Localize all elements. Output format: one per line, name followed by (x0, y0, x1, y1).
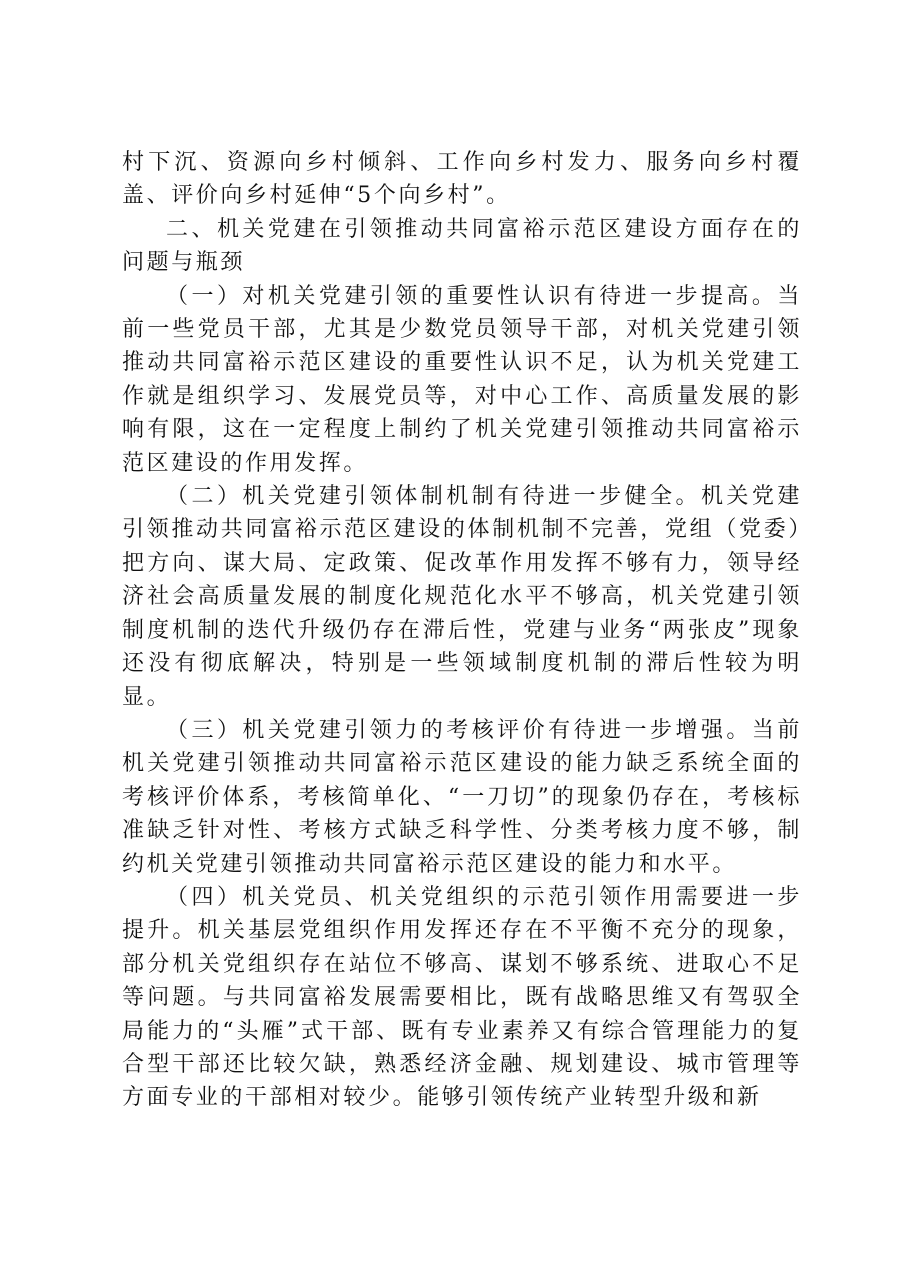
paragraph-item-3: （三）机关党建引领力的考核评价有待进一步增强。当前机关党建引领推动共同富裕示范区建设的能力缺乏系统全面的考核评价体系，考核简单化、“一刀切”的现象仍存在，考核标准缺乏针对性、考核方式缺乏科学性、分类考核力度不够，制约机关党建引领推动共同富裕示范区建设的能力和水平。 (122, 717, 802, 877)
document-body (122, 146, 802, 1115)
paragraph-item-2: （二）机关党建引领体制机制有待进一步健全。机关党建引领推动共同富裕示范区建设的体制机制不完善，党组（党委）把方向、谋大局、定政策、促改革作用发挥不够有力，领导经济社会高质量发展的制度化规范化水平不够高，机关党建引领制度机制的迭代升级仍存在滞后性，党建与业务“两张皮”现象还没有彻底解决，特别是一些领域制度机制的滞后性较为明显。 (122, 484, 802, 710)
paragraph-item-1: （一）对机关党建引领的重要性认识有待进一步提高。当前一些党员干部，尤其是少数党员领导干部，对机关党建引领推动共同富裕示范区建设的重要性认识不足，认为机关党建工作就是组织学习、发展党员等，对中心工作、高质量发展的影响有限，这在一定程度上制约了机关党建引领推动共同富裕示范区建设的作用发挥。 (122, 283, 802, 476)
section-heading: 二、机关党建在引领推动共同富裕示范区建设方面存在的问题与瓶颈 (122, 216, 802, 276)
paragraph-continuation: 村下沉、资源向乡村倾斜、工作向乡村发力、服务向乡村覆盖、评价向乡村延伸“5个向乡村”。 (122, 150, 802, 209)
paragraph-item-4: （四）机关党员、机关党组织的示范引领作用需要进一步提升。机关基层党组织作用发挥还存在不平衡不充分的现象，部分机关党组织存在站位不够高、谋划不够系统、进取心不足等问题。与共同富裕发展需要相比，既有战略思维又有驾驭全局能力的“头雁”式干部、既有专业素养又有综合管理能力的复合型干部还比较欠缺，熟悉经济金融、规划建设、城市管理等方面专业的干部相对较少。能够引领传统产业转型升级和新 (122, 884, 802, 1111)
